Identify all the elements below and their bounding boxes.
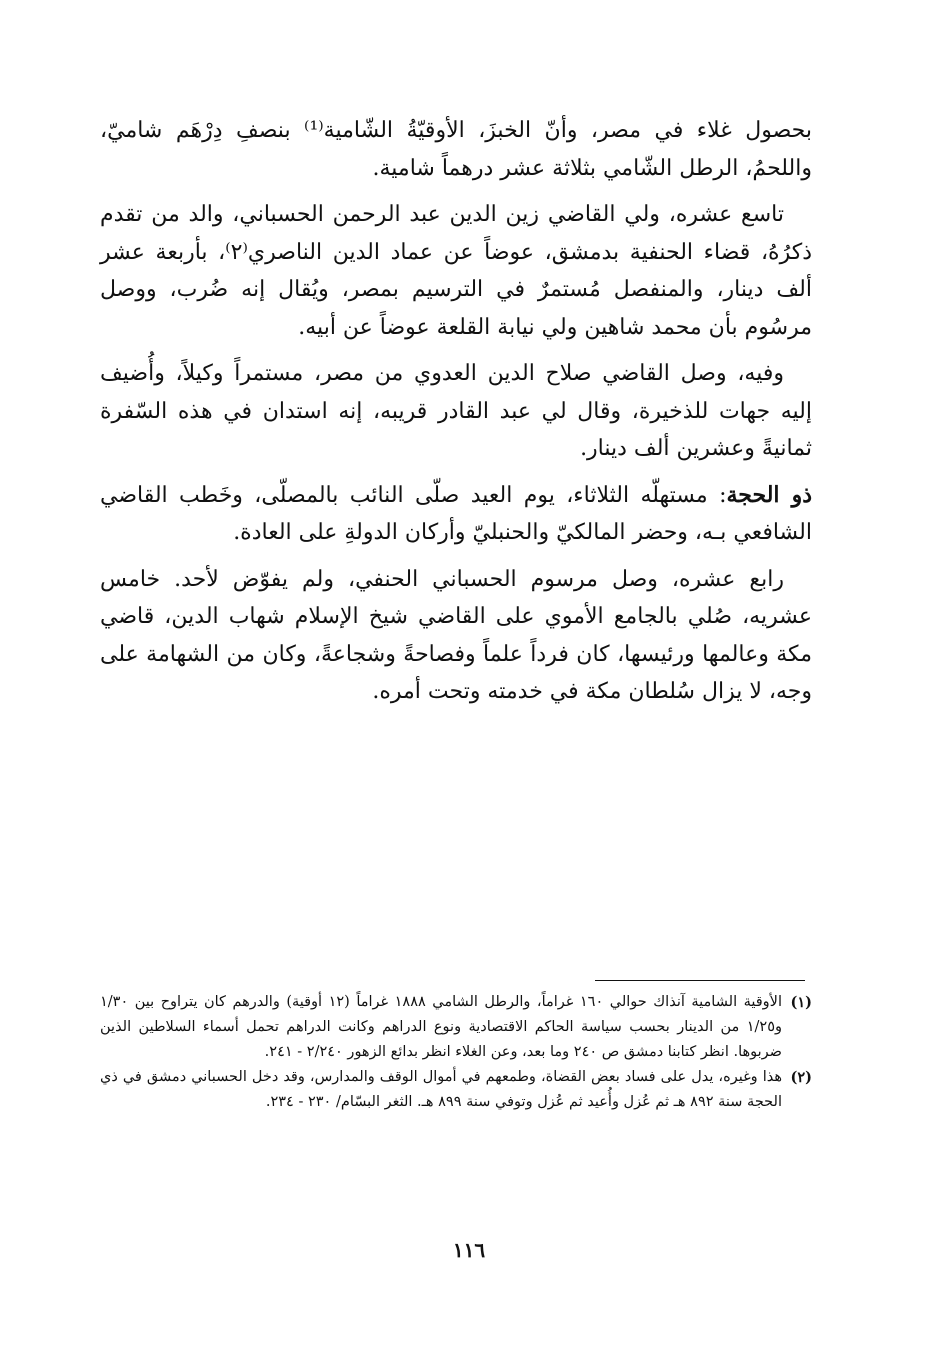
paragraph-5: [100, 561, 812, 711]
page-number: ١١٦: [452, 1238, 486, 1262]
footnote-divider: [595, 980, 805, 981]
paragraph-text: رابع عشره، وصل مرسوم الحسباني الحنفي، ولم يفوّض لأحد. خامس عشريه، صُلي بالجامع الأموي على القاضي شيخ الإسلام شهاب الدين، قاضي مكة وعالمها ورئيسها، كان فرداً علماً وفصاحةً وشجاعةً، وكان من الشهامة على وجه، لا يزال سُلطان مكة في خدمته وتحت أمره.: [100, 566, 812, 704]
main-text-body: [100, 112, 812, 720]
paragraph-text: وفيه، وصل القاضي صلاح الدين العدوي من مصر، مستمراً وكيلاً، وأُضيف إليه جهات للذخيرة، وقال لي عبد القادر قريبه، إنه استدان في هذه السّفرة ثمانيةً وعشرين ألف دينار.: [100, 361, 812, 461]
paragraph-4: [100, 477, 812, 552]
paragraph-text: تاسع عشره، ولي القاضي زين الدين عبد الرحمن الحسباني، والد من تقدم ذكرُهُ، قضاء الحنفية بدمشق، عوضاً عن عماد الدين الناصري⁽٢⁾، بأربعة عشر ألف دينار، والمنفصل مُستمرٌ في الترسيم بمصر، ويُقال إنه ضُرب، ووصل مرسُوم بأن محمد شاهين ولي نيابة القلعة عوضاً عن أبيه.: [100, 202, 812, 340]
paragraph-1: [100, 112, 812, 187]
footnote-2: [100, 1065, 812, 1115]
footnote-text: هذا وغيره، يدل على فساد بعض القضاة، وطمعهم في أموال الوقف والمدارس، وقد دخل الحسباني دمشق في ذي الحجة سنة ٨٩٢ هـ ثم عُزل وأُعيد ثم عُزل وتوفي سنة ٨٩٩ هـ. الثغر البسّام/ ٢٣٠ - ٢٣٤.: [100, 1069, 782, 1110]
paragraph-2: [100, 196, 812, 346]
footnotes-section: [100, 990, 812, 1115]
footnote-text: الأوقية الشامية آنذاك حوالي ١٦٠ غراماً، والرطل الشامي ١٨٨٨ غراماً (١٢ أوقية) والدرهم كان يتراوح بين ١/٣٠ و١/٢٥ من الدينار بحسب سياسة الحاكم الاقتصادية ونوع الدراهم وكانت الدراهم تحمل أسماء السلاطين الذين ضربوها. انظر كتابنا دمشق ص ٢٤٠ وما بعد، وعن الغلاء انظر بدائع الزهور ٢/٢٤٠ - ٢٤١.: [100, 994, 782, 1060]
section-heading-dhul-hijjah: ذو الحجة: [726, 481, 813, 508]
paragraph-text: : مستهلّه الثلاثاء، يوم العيد صلّى النائب بالمصلّى، وخَطب القاضي الشافعي بـه، وحضر المالكيّ والحنبليّ وأركان الدولةِ على العادة.: [100, 482, 812, 545]
paragraph-3: [100, 355, 812, 468]
footnote-number: (١): [790, 994, 812, 1011]
paragraph-text: بحصول غلاء في مصر، وأنّ الخبزَ، الأوقيّةُ الشّامية⁽¹⁾ بنصفِ دِرْهَم شاميّ، واللحمُ، الرطل الشّامي بثلاثة عشر درهماً شامية.: [100, 118, 812, 181]
footnote-number: (٢): [790, 1069, 812, 1086]
footnote-1: [100, 990, 812, 1065]
